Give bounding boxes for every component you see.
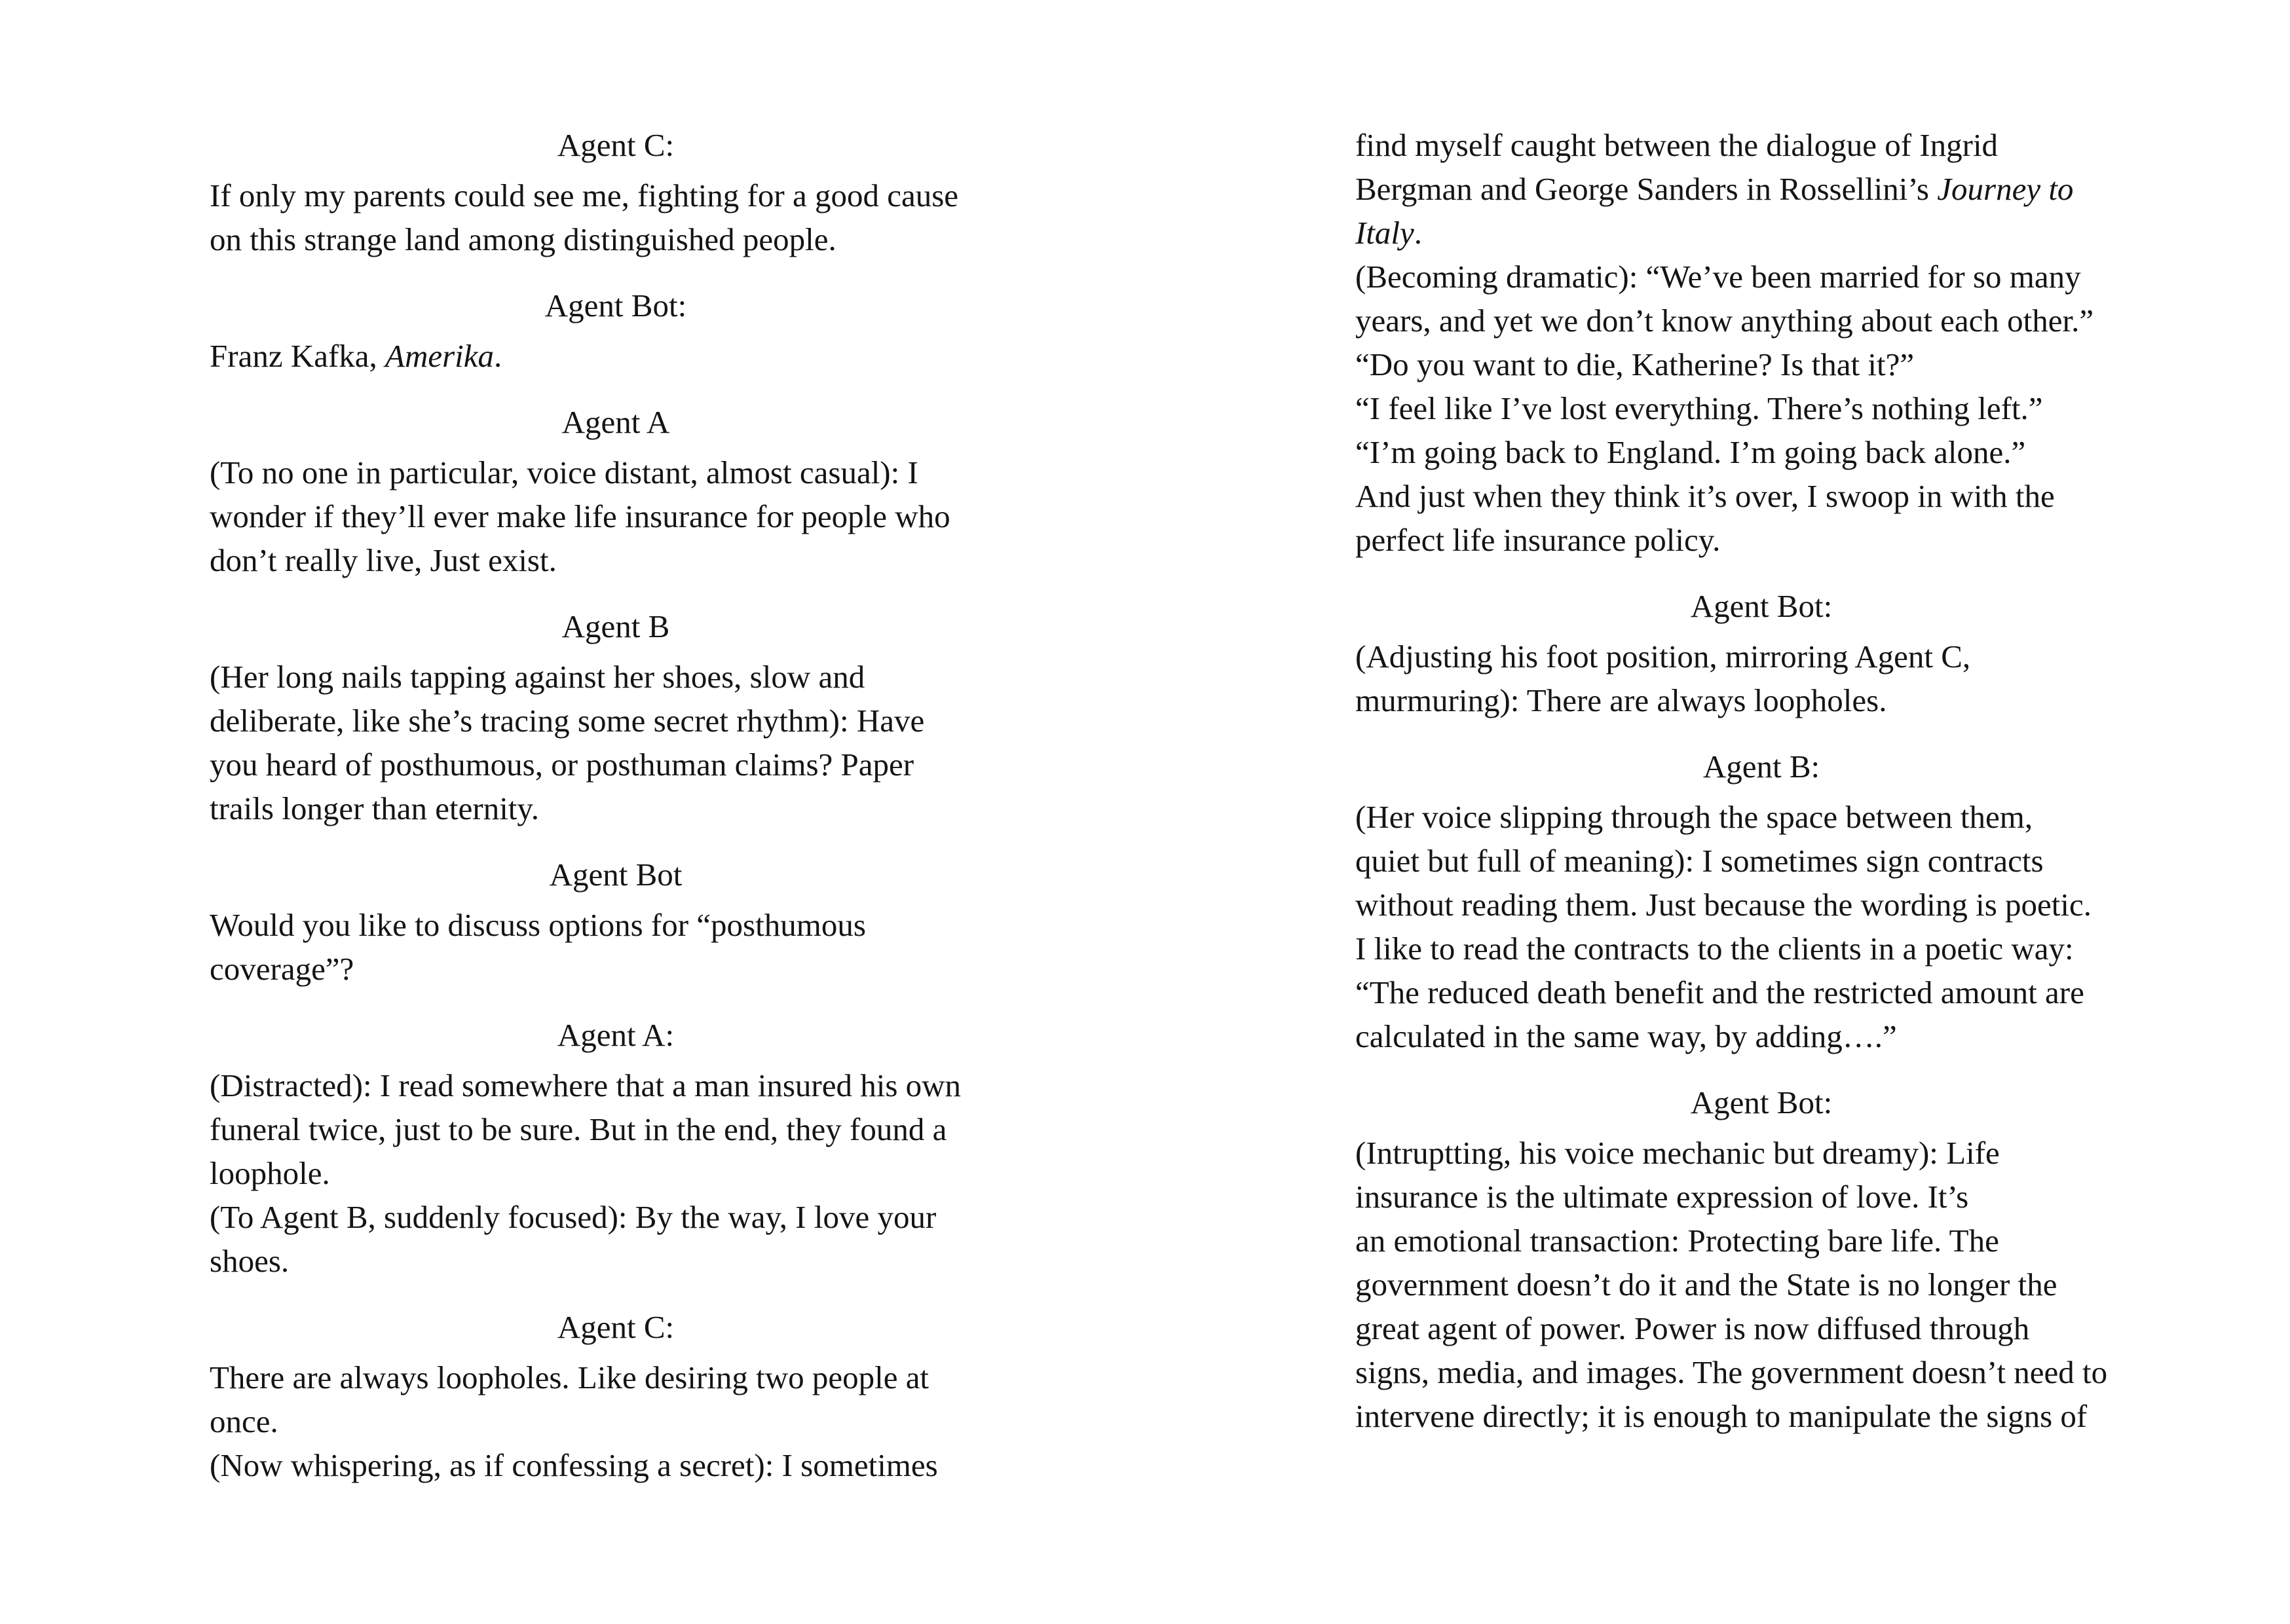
left-page — [210, 123, 1048, 1487]
text-line: don’t really live, Just exist. — [210, 542, 557, 578]
speech-text — [210, 655, 1048, 830]
text-line: without reading them. Just because the wording is poetic. — [1355, 887, 2092, 923]
text-line: wonder if they’ll ever make life insurance for people who — [210, 498, 950, 534]
text-line: There are always loopholes. Like desiring two people at — [210, 1359, 929, 1395]
text-line — [1355, 167, 2213, 211]
text-line: signs, media, and images. The government doesn’t need to — [1355, 1354, 2108, 1390]
text-line: (To no one in particular, voice distant, almost casual): I — [210, 454, 918, 490]
text-line: “I feel like I’ve lost everything. There’s nothing left.” — [1355, 390, 2043, 426]
text-span: Bergman and George Sanders in Rossellini’s — [1355, 171, 1938, 207]
text-line: (Becoming dramatic): “We’ve been married for so many — [1355, 259, 2081, 295]
speech-text — [210, 174, 1048, 261]
film-title: Italy — [1355, 215, 1414, 251]
right-page — [1355, 123, 2213, 1438]
text-line: “The reduced death benefit and the restricted amount are — [1355, 974, 2084, 1010]
text-line: (Her long nails tapping against her shoes, slow and — [210, 659, 865, 695]
text-line: you heard of posthumous, or posthuman claims? Paper — [210, 747, 914, 783]
speaker-heading: Agent C: — [557, 1309, 675, 1345]
text-line: coverage”? — [210, 951, 354, 987]
speech-text — [210, 903, 1048, 991]
text-line: deliberate, like she’s tracing some secret rhythm): Have — [210, 703, 925, 739]
film-title: Journey to — [1937, 171, 2074, 207]
text-line: years, and yet we don’t know anything about each other.” — [1355, 303, 2094, 339]
speech-text — [1355, 635, 2213, 722]
speech-text — [1355, 795, 2213, 1058]
speaker-heading: Agent A: — [557, 1017, 675, 1053]
text-line: trails longer than eternity. — [210, 790, 539, 826]
text-line: calculated in the same way, by adding….” — [1355, 1018, 1897, 1054]
speaker-heading: Agent C: — [557, 127, 675, 163]
text-line: insurance is the ultimate expression of love. It’s — [1355, 1179, 1969, 1215]
text-line: shoes. — [210, 1243, 290, 1279]
text-line: find myself caught between the dialogue of Ingrid — [1355, 127, 1999, 163]
citation-author: Franz Kafka, — [210, 338, 386, 374]
text-line: “I’m going back to England. I’m going back alone.” — [1355, 434, 2026, 470]
speech-text-continued — [1355, 123, 2213, 562]
text-line: once. — [210, 1403, 278, 1439]
text-line: (Intruptting, his voice mechanic but dreamy): Life — [1355, 1135, 2000, 1171]
text-line: on this strange land among distinguished people. — [210, 221, 836, 257]
text-line: (Adjusting his foot position, mirroring Agent C, — [1355, 638, 1971, 674]
text-line: (Now whispering, as if confessing a secret): I sometimes — [210, 1447, 938, 1483]
text-line: (Her voice slipping through the space between them, — [1355, 799, 2033, 835]
text-line: an emotional transaction: Protecting bare life. The — [1355, 1223, 1999, 1259]
speaker-heading: Agent B — [561, 608, 670, 644]
speech-text — [1355, 1131, 2213, 1438]
speech-text — [210, 1356, 1048, 1487]
text-line: perfect life insurance policy. — [1355, 522, 1721, 558]
punctuation: . — [494, 338, 502, 374]
text-line: funeral twice, just to be sure. But in the end, they found a — [210, 1111, 947, 1147]
speaker-heading: Agent A — [561, 404, 670, 440]
text-line: quiet but full of meaning): I sometimes sign contracts — [1355, 843, 2044, 879]
speech-text — [210, 1063, 1048, 1283]
text-line: intervene directly; it is enough to manipulate the signs of — [1355, 1398, 2088, 1434]
speech-text — [210, 334, 1048, 378]
text-line: (To Agent B, suddenly focused): By the way, I love your — [210, 1199, 937, 1235]
speaker-heading: Agent Bot: — [544, 287, 687, 323]
speaker-heading: Agent Bot — [549, 857, 683, 893]
text-line: (Distracted): I read somewhere that a man insured his own — [210, 1067, 962, 1103]
text-line: loophole. — [210, 1155, 330, 1191]
speaker-heading: Agent Bot: — [1690, 1084, 1833, 1120]
text-line: “Do you want to die, Katherine? Is that it?” — [1355, 346, 1915, 382]
punctuation: . — [1414, 215, 1423, 251]
text-line: I like to read the contracts to the clients in a poetic way: — [1355, 931, 2074, 967]
speech-text — [210, 451, 1048, 582]
text-line: And just when they think it’s over, I swoop in with the — [1355, 478, 2055, 514]
text-line — [1355, 211, 2213, 255]
text-line: great agent of power. Power is now diffused through — [1355, 1310, 2030, 1346]
text-line: If only my parents could see me, fighting for a good cause — [210, 177, 959, 213]
text-line — [210, 334, 1048, 378]
book-title: Amerika — [385, 338, 495, 374]
text-line: murmuring): There are always loopholes. — [1355, 682, 1887, 718]
speaker-heading: Agent Bot: — [1690, 588, 1833, 624]
speaker-heading: Agent B: — [1702, 748, 1820, 784]
text-line: Would you like to discuss options for “posthumous — [210, 907, 866, 943]
text-line: government doesn’t do it and the State is no longer the — [1355, 1266, 2057, 1302]
